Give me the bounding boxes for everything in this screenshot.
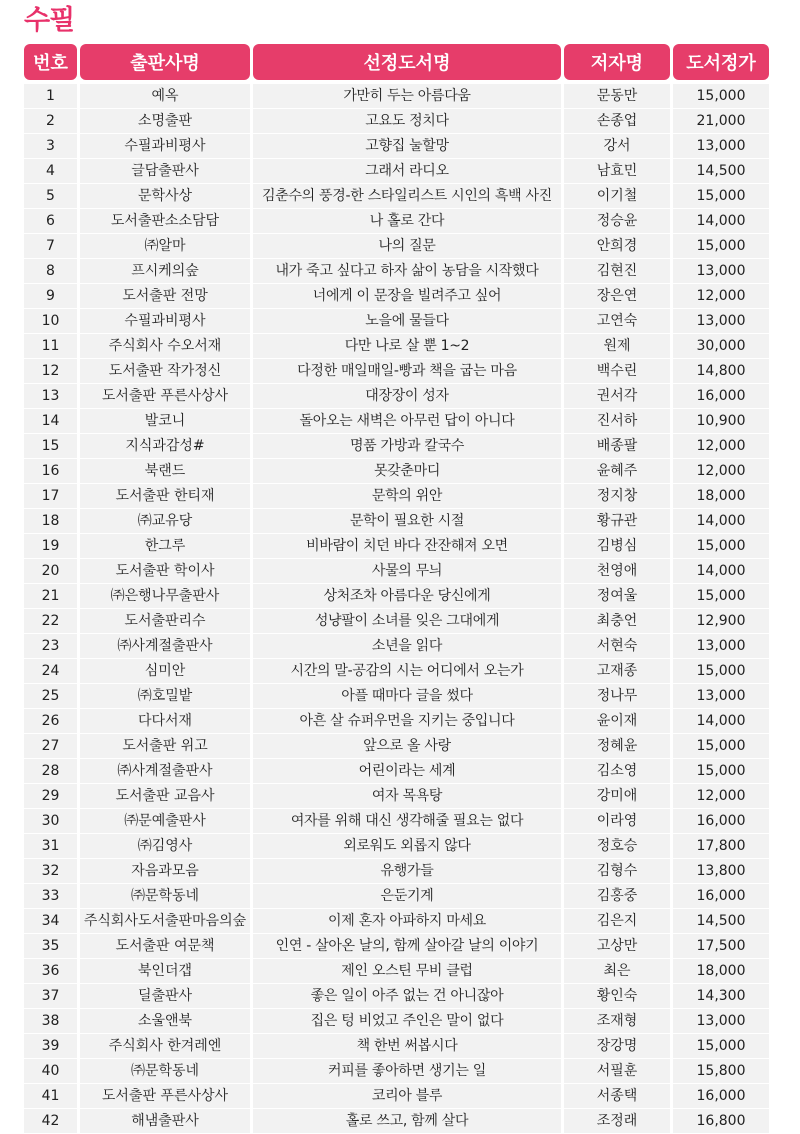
cell-price: 17,500 <box>673 934 769 959</box>
cell-publisher: 글담출판사 <box>80 159 250 184</box>
cell-author: 강미애 <box>564 784 670 809</box>
table-row <box>24 634 769 659</box>
cell-author: 이기철 <box>564 184 670 209</box>
cell-number: 2 <box>24 109 77 134</box>
cell-author: 고연숙 <box>564 309 670 334</box>
cell-number: 21 <box>24 584 77 609</box>
table-row <box>24 584 769 609</box>
cell-publisher: ㈜문예출판사 <box>80 809 250 834</box>
cell-book-title: 상처조차 아름다운 당신에게 <box>253 584 561 609</box>
cell-publisher: 프시케의숲 <box>80 259 250 284</box>
cell-number: 6 <box>24 209 77 234</box>
cell-author: 백수린 <box>564 359 670 384</box>
cell-publisher: ㈜문학동네 <box>80 884 250 909</box>
table-row <box>24 909 769 934</box>
table-row <box>24 80 769 109</box>
cell-book-title: 문학의 위안 <box>253 484 561 509</box>
cell-author: 천영애 <box>564 559 670 584</box>
cell-number: 23 <box>24 634 77 659</box>
cell-number: 4 <box>24 159 77 184</box>
table-row <box>24 859 769 884</box>
cell-publisher: 도서출판 학이사 <box>80 559 250 584</box>
cell-author: 배종팔 <box>564 434 670 459</box>
table-row <box>24 984 769 1009</box>
table-row <box>24 134 769 159</box>
cell-author: 김소영 <box>564 759 670 784</box>
cell-price: 15,000 <box>673 584 769 609</box>
cell-number: 34 <box>24 909 77 934</box>
cell-author: 손종업 <box>564 109 670 134</box>
table-row <box>24 684 769 709</box>
cell-author: 정혜윤 <box>564 734 670 759</box>
table-row <box>24 609 769 634</box>
table-body <box>24 80 769 1134</box>
cell-author: 조정래 <box>564 1109 670 1134</box>
cell-author: 권서각 <box>564 384 670 409</box>
cell-publisher: 다다서재 <box>80 709 250 734</box>
cell-author: 정승윤 <box>564 209 670 234</box>
table-row <box>24 359 769 384</box>
cell-price: 16,800 <box>673 1109 769 1134</box>
cell-author: 안희경 <box>564 234 670 259</box>
page-title: 수필 <box>24 5 75 36</box>
cell-author: 정지창 <box>564 484 670 509</box>
cell-price: 18,000 <box>673 484 769 509</box>
cell-book-title: 여자 목욕탕 <box>253 784 561 809</box>
cell-publisher: 자음과모음 <box>80 859 250 884</box>
cell-book-title: 나의 질문 <box>253 234 561 259</box>
cell-author: 원제 <box>564 334 670 359</box>
cell-publisher: ㈜교유당 <box>80 509 250 534</box>
cell-price: 13,000 <box>673 1009 769 1034</box>
cell-price: 12,000 <box>673 284 769 309</box>
cell-price: 15,000 <box>673 659 769 684</box>
cell-number: 25 <box>24 684 77 709</box>
cell-book-title: 유행가들 <box>253 859 561 884</box>
cell-author: 장은연 <box>564 284 670 309</box>
cell-number: 14 <box>24 409 77 434</box>
cell-book-title: 고향집 눌할망 <box>253 134 561 159</box>
cell-book-title: 집은 텅 비었고 주인은 말이 없다 <box>253 1009 561 1034</box>
cell-number: 20 <box>24 559 77 584</box>
cell-book-title: 성냥팔이 소녀를 잊은 그대에게 <box>253 609 561 634</box>
cell-author: 최은 <box>564 959 670 984</box>
cell-publisher: 북랜드 <box>80 459 250 484</box>
cell-publisher: 심미안 <box>80 659 250 684</box>
cell-number: 9 <box>24 284 77 309</box>
cell-author: 장강명 <box>564 1034 670 1059</box>
cell-publisher: ㈜알마 <box>80 234 250 259</box>
cell-publisher: 소울앤북 <box>80 1009 250 1034</box>
table-row <box>24 309 769 334</box>
cell-book-title: 이제 혼자 아파하지 마세요 <box>253 909 561 934</box>
table-row <box>24 1009 769 1034</box>
cell-publisher: 소명출판 <box>80 109 250 134</box>
cell-book-title: 너에게 이 문장을 빌려주고 싶어 <box>253 284 561 309</box>
cell-publisher: 수필과비평사 <box>80 309 250 334</box>
cell-author: 진서하 <box>564 409 670 434</box>
cell-book-title: 그래서 라디오 <box>253 159 561 184</box>
header-publisher: 출판사명 <box>80 44 250 80</box>
table-row <box>24 809 769 834</box>
cell-price: 13,000 <box>673 134 769 159</box>
header-row <box>24 44 769 80</box>
header-price: 도서정가 <box>673 44 769 80</box>
cell-number: 10 <box>24 309 77 334</box>
cell-author: 조재형 <box>564 1009 670 1034</box>
cell-price: 12,000 <box>673 784 769 809</box>
table-row <box>24 284 769 309</box>
cell-book-title: 돌아오는 새벽은 아무런 답이 아니다 <box>253 409 561 434</box>
cell-price: 14,500 <box>673 909 769 934</box>
cell-book-title: 홀로 쓰고, 함께 살다 <box>253 1109 561 1134</box>
cell-publisher: ㈜문학동네 <box>80 1059 250 1084</box>
cell-price: 13,800 <box>673 859 769 884</box>
table-row <box>24 659 769 684</box>
table-row <box>24 459 769 484</box>
cell-number: 5 <box>24 184 77 209</box>
cell-author: 서필훈 <box>564 1059 670 1084</box>
cell-book-title: 코리아 블루 <box>253 1084 561 1109</box>
cell-publisher: 도서출판 여문책 <box>80 934 250 959</box>
cell-book-title: 커피를 좋아하면 생기는 일 <box>253 1059 561 1084</box>
cell-price: 15,000 <box>673 80 769 109</box>
table-row <box>24 384 769 409</box>
cell-number: 13 <box>24 384 77 409</box>
cell-author: 강서 <box>564 134 670 159</box>
cell-publisher: ㈜호밀밭 <box>80 684 250 709</box>
cell-price: 13,000 <box>673 684 769 709</box>
cell-book-title: 아흔 살 슈퍼우먼을 지키는 중입니다 <box>253 709 561 734</box>
cell-author: 황규관 <box>564 509 670 534</box>
cell-price: 15,000 <box>673 534 769 559</box>
cell-number: 42 <box>24 1109 77 1134</box>
table-row <box>24 1084 769 1109</box>
cell-price: 30,000 <box>673 334 769 359</box>
table-row <box>24 559 769 584</box>
table-row <box>24 484 769 509</box>
cell-book-title: 시간의 말-공감의 시는 어디에서 오는가 <box>253 659 561 684</box>
cell-number: 22 <box>24 609 77 634</box>
cell-book-title: 제인 오스틴 무비 클럽 <box>253 959 561 984</box>
header-author: 저자명 <box>564 44 670 80</box>
cell-number: 31 <box>24 834 77 859</box>
cell-publisher: ㈜은행나무출판사 <box>80 584 250 609</box>
cell-price: 12,900 <box>673 609 769 634</box>
cell-book-title: 여자를 위해 대신 생각해줄 필요는 없다 <box>253 809 561 834</box>
cell-price: 14,000 <box>673 209 769 234</box>
cell-number: 17 <box>24 484 77 509</box>
cell-publisher: 예옥 <box>80 80 250 109</box>
cell-book-title: 책 한번 써봅시다 <box>253 1034 561 1059</box>
cell-number: 12 <box>24 359 77 384</box>
cell-number: 38 <box>24 1009 77 1034</box>
cell-author: 김현진 <box>564 259 670 284</box>
cell-author: 정호승 <box>564 834 670 859</box>
cell-number: 41 <box>24 1084 77 1109</box>
cell-number: 33 <box>24 884 77 909</box>
cell-book-title: 다만 나로 살 뿐 1~2 <box>253 334 561 359</box>
table-row <box>24 759 769 784</box>
cell-author: 고재종 <box>564 659 670 684</box>
cell-publisher: 도서출판 전망 <box>80 284 250 309</box>
cell-number: 7 <box>24 234 77 259</box>
cell-price: 15,000 <box>673 234 769 259</box>
cell-price: 10,900 <box>673 409 769 434</box>
table-row <box>24 934 769 959</box>
cell-author: 이라영 <box>564 809 670 834</box>
cell-publisher: 지식과감성# <box>80 434 250 459</box>
cell-price: 14,000 <box>673 559 769 584</box>
cell-publisher: 도서출판 푸른사상사 <box>80 384 250 409</box>
cell-book-title: 외로워도 외롭지 않다 <box>253 834 561 859</box>
cell-author: 문동만 <box>564 80 670 109</box>
cell-number: 11 <box>24 334 77 359</box>
cell-number: 39 <box>24 1034 77 1059</box>
cell-book-title: 내가 죽고 싶다고 하자 삶이 농담을 시작했다 <box>253 259 561 284</box>
table-header <box>24 44 769 80</box>
cell-price: 15,800 <box>673 1059 769 1084</box>
cell-number: 18 <box>24 509 77 534</box>
table-row <box>24 184 769 209</box>
cell-number: 19 <box>24 534 77 559</box>
cell-publisher: 도서출판 작가정신 <box>80 359 250 384</box>
cell-price: 13,000 <box>673 259 769 284</box>
cell-author: 김홍중 <box>564 884 670 909</box>
cell-author: 남효민 <box>564 159 670 184</box>
cell-number: 24 <box>24 659 77 684</box>
cell-book-title: 사물의 무늬 <box>253 559 561 584</box>
cell-author: 김병심 <box>564 534 670 559</box>
cell-number: 40 <box>24 1059 77 1084</box>
table-row <box>24 209 769 234</box>
cell-book-title: 아플 때마다 글을 썼다 <box>253 684 561 709</box>
cell-publisher: 도서출판소소담담 <box>80 209 250 234</box>
cell-author: 서현숙 <box>564 634 670 659</box>
cell-price: 15,000 <box>673 1034 769 1059</box>
cell-price: 15,000 <box>673 759 769 784</box>
cell-number: 30 <box>24 809 77 834</box>
cell-author: 서종택 <box>564 1084 670 1109</box>
cell-publisher: 북인더갭 <box>80 959 250 984</box>
table-row <box>24 1034 769 1059</box>
cell-number: 32 <box>24 859 77 884</box>
cell-book-title: 고요도 정치다 <box>253 109 561 134</box>
cell-author: 윤이재 <box>564 709 670 734</box>
cell-price: 14,500 <box>673 159 769 184</box>
cell-author: 황인숙 <box>564 984 670 1009</box>
cell-publisher: 발코니 <box>80 409 250 434</box>
cell-publisher: ㈜사계절출판사 <box>80 759 250 784</box>
cell-number: 1 <box>24 80 77 109</box>
cell-book-title: 가만히 두는 아름다움 <box>253 80 561 109</box>
cell-book-title: 못갖춘마디 <box>253 459 561 484</box>
cell-price: 13,000 <box>673 309 769 334</box>
table-row <box>24 959 769 984</box>
cell-book-title: 김춘수의 풍경-한 스타일리스트 시인의 흑백 사진 <box>253 184 561 209</box>
cell-price: 14,300 <box>673 984 769 1009</box>
cell-price: 14,000 <box>673 709 769 734</box>
book-list-table <box>21 44 772 1134</box>
cell-price: 15,000 <box>673 184 769 209</box>
table-row <box>24 534 769 559</box>
table-row <box>24 334 769 359</box>
table-row <box>24 709 769 734</box>
cell-publisher: 도서출판리수 <box>80 609 250 634</box>
cell-publisher: ㈜사계절출판사 <box>80 634 250 659</box>
cell-number: 16 <box>24 459 77 484</box>
cell-author: 김은지 <box>564 909 670 934</box>
table-row <box>24 884 769 909</box>
cell-number: 37 <box>24 984 77 1009</box>
cell-price: 18,000 <box>673 959 769 984</box>
cell-publisher: 문학사상 <box>80 184 250 209</box>
cell-price: 14,000 <box>673 509 769 534</box>
table-row <box>24 109 769 134</box>
table-row <box>24 259 769 284</box>
table-row <box>24 409 769 434</box>
header-book-title: 선정도서명 <box>253 44 561 80</box>
cell-price: 13,000 <box>673 634 769 659</box>
cell-number: 15 <box>24 434 77 459</box>
cell-number: 8 <box>24 259 77 284</box>
cell-publisher: ㈜김영사 <box>80 834 250 859</box>
cell-publisher: 주식회사도서출판마음의숲 <box>80 909 250 934</box>
table-row <box>24 234 769 259</box>
cell-book-title: 앞으로 올 사랑 <box>253 734 561 759</box>
cell-number: 28 <box>24 759 77 784</box>
cell-book-title: 다정한 매일매일-빵과 책을 굽는 마음 <box>253 359 561 384</box>
cell-publisher: 도서출판 위고 <box>80 734 250 759</box>
header-number: 번호 <box>24 44 77 80</box>
cell-price: 17,800 <box>673 834 769 859</box>
table-row <box>24 734 769 759</box>
cell-book-title: 은둔기계 <box>253 884 561 909</box>
table-row <box>24 784 769 809</box>
cell-author: 정나무 <box>564 684 670 709</box>
cell-publisher: 한그루 <box>80 534 250 559</box>
table-row <box>24 509 769 534</box>
cell-book-title: 비바람이 치던 바다 잔잔해져 오면 <box>253 534 561 559</box>
cell-publisher: 도서출판 한티재 <box>80 484 250 509</box>
cell-number: 29 <box>24 784 77 809</box>
cell-price: 12,000 <box>673 459 769 484</box>
cell-author: 정여울 <box>564 584 670 609</box>
cell-book-title: 소년을 읽다 <box>253 634 561 659</box>
table-row <box>24 1059 769 1084</box>
cell-publisher: 주식회사 수오서재 <box>80 334 250 359</box>
cell-book-title: 노을에 물들다 <box>253 309 561 334</box>
cell-price: 21,000 <box>673 109 769 134</box>
cell-book-title: 문학이 필요한 시절 <box>253 509 561 534</box>
cell-price: 12,000 <box>673 434 769 459</box>
cell-publisher: 도서출판 푸른사상사 <box>80 1084 250 1109</box>
cell-author: 최충언 <box>564 609 670 634</box>
cell-publisher: 해냄출판사 <box>80 1109 250 1134</box>
table-row <box>24 834 769 859</box>
cell-author: 김형수 <box>564 859 670 884</box>
cell-number: 3 <box>24 134 77 159</box>
cell-number: 36 <box>24 959 77 984</box>
cell-price: 16,000 <box>673 809 769 834</box>
table-row <box>24 434 769 459</box>
cell-publisher: 수필과비평사 <box>80 134 250 159</box>
cell-number: 26 <box>24 709 77 734</box>
cell-publisher: 딜출판사 <box>80 984 250 1009</box>
cell-price: 14,800 <box>673 359 769 384</box>
table-row <box>24 159 769 184</box>
cell-book-title: 인연 - 살아온 날의, 함께 살아갈 날의 이야기 <box>253 934 561 959</box>
table-row <box>24 1109 769 1134</box>
cell-price: 16,000 <box>673 884 769 909</box>
cell-book-title: 어린이라는 세계 <box>253 759 561 784</box>
cell-number: 35 <box>24 934 77 959</box>
cell-author: 윤혜주 <box>564 459 670 484</box>
cell-publisher: 주식회사 한겨레엔 <box>80 1034 250 1059</box>
cell-author: 고상만 <box>564 934 670 959</box>
cell-publisher: 도서출판 교음사 <box>80 784 250 809</box>
cell-book-title: 나 홀로 간다 <box>253 209 561 234</box>
cell-price: 16,000 <box>673 1084 769 1109</box>
cell-number: 27 <box>24 734 77 759</box>
cell-book-title: 좋은 일이 아주 없는 건 아니잖아 <box>253 984 561 1009</box>
cell-price: 16,000 <box>673 384 769 409</box>
cell-book-title: 명품 가방과 칼국수 <box>253 434 561 459</box>
cell-price: 15,000 <box>673 734 769 759</box>
cell-book-title: 대장장이 성자 <box>253 384 561 409</box>
